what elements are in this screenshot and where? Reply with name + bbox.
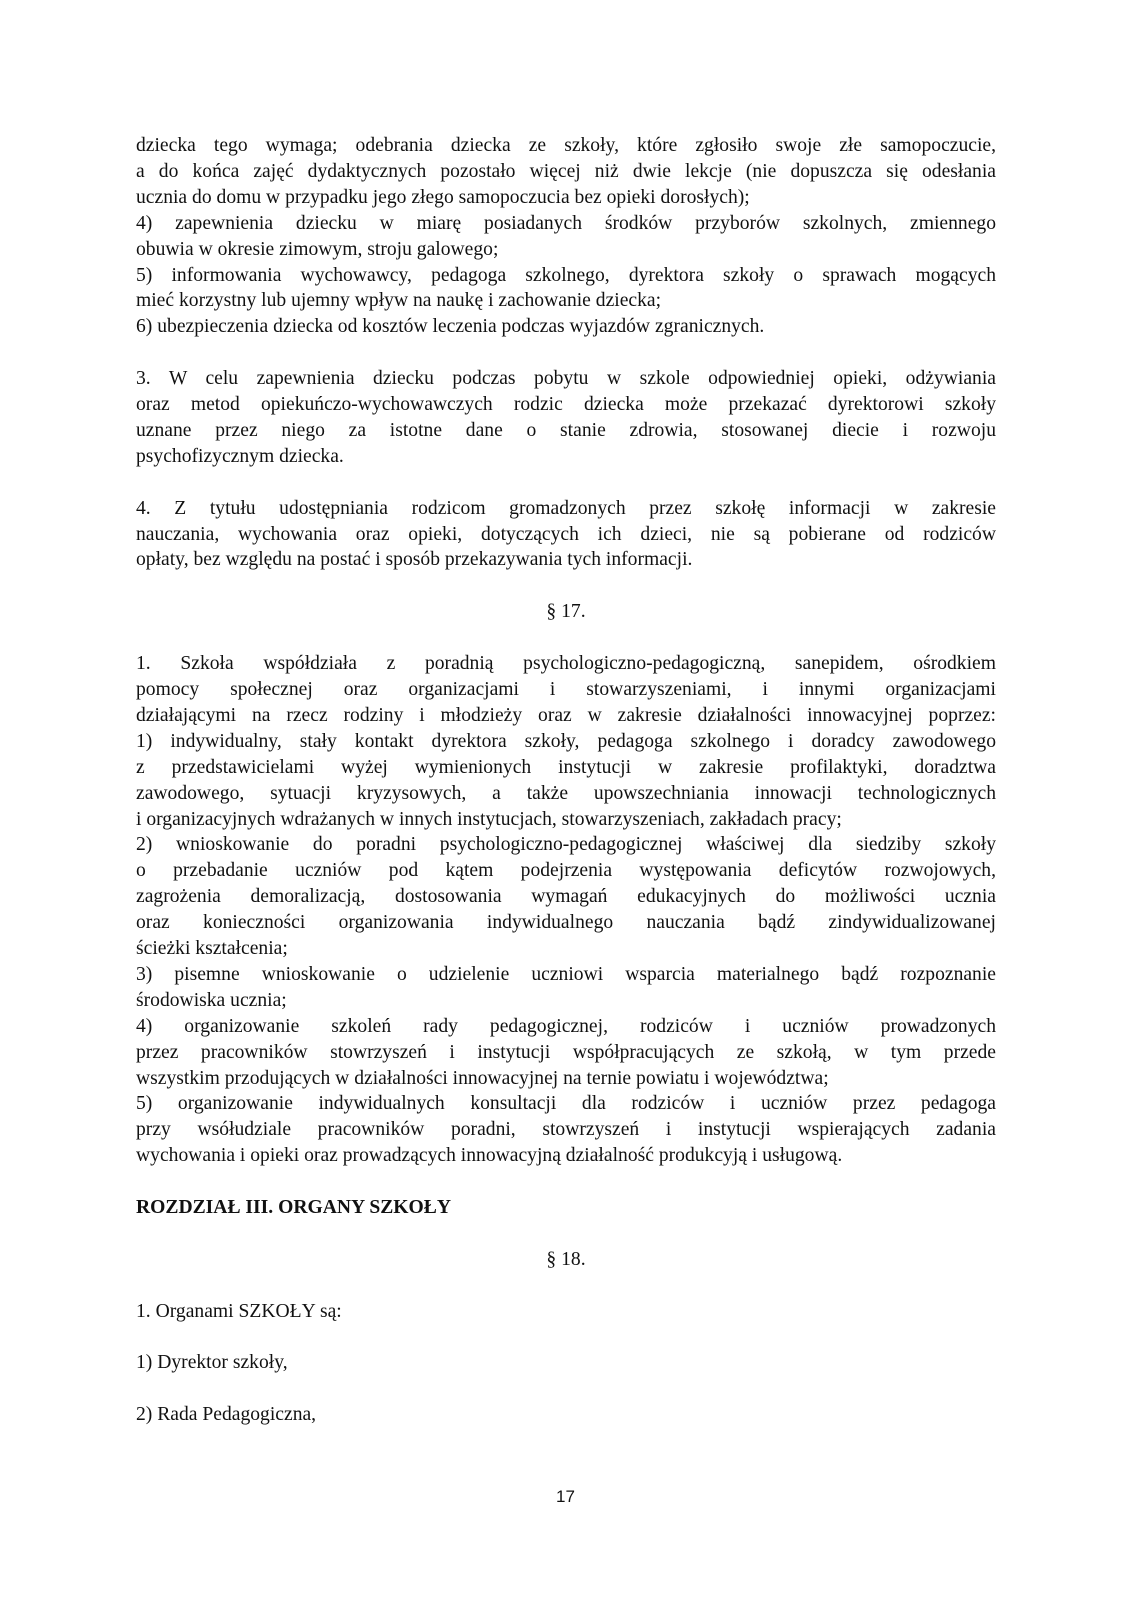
text-line: 4) organizowanie szkoleń rady pedagogicznej, rodziców i uczniów prowadzonych xyxy=(136,1015,996,1037)
paragraph-no-fees xyxy=(136,496,996,574)
text-line: przez pracowników stowrzyszeń i instytucji współpracujących ze szkołą, w tym przede xyxy=(136,1041,996,1063)
text-line: 4) zapewnienia dziecku w miarę posiadanych środków przyborów szkolnych, zmiennego xyxy=(136,212,996,234)
text-line: 6) ubezpieczenia dziecka od kosztów leczenia podczas wyjazdów zgranicznych. xyxy=(136,316,765,338)
text-line: 1. Szkoła współdziała z poradnią psychologiczno-pedagogiczną, sanepidem, ośrodkiem xyxy=(136,653,996,675)
text-line: środowiska ucznia; xyxy=(136,989,287,1011)
text-line: a do końca zajęć dydaktycznych pozostało więcej niż dwie lekcje (nie dopuszcza się odesłania xyxy=(136,160,996,182)
paragraph-spacer xyxy=(136,1169,996,1195)
text-line: ucznia do domu w przypadku jego złego samopoczucia bez opieki dorosłych); xyxy=(136,186,750,208)
text-line: ścieżki kształcenia; xyxy=(136,938,288,960)
text-line: obuwia w okresie zimowym, stroju galowego; xyxy=(136,238,499,260)
text-line: przy wsółudziale pracowników poradni, stowrzyszeń i instytucji wspierających zadania xyxy=(136,1119,996,1141)
text-line: 4. Z tytułu udostępniania rodzicom gromadzonych przez szkołę informacji w zakresie xyxy=(136,497,996,519)
text-line: 3. W celu zapewnienia dziecku podczas pobytu w szkole odpowiedniej opieki, odżywiania xyxy=(136,368,996,390)
section-heading-17: § 17. xyxy=(546,601,586,623)
text-line: wszystkim przodujących w działalności innowacyjnej na ternie powiatu i województwa; xyxy=(136,1067,829,1089)
text-line: i organizacyjnych wdrażanych w innych instytucjach, stowarzyszeniach, zakładach pracy; xyxy=(136,808,842,830)
section-heading-18: § 18. xyxy=(546,1248,586,1270)
text-line: działającymi na rzecz rodziny i młodzieży oraz w zakresie działalności innowacyjnej poprzez: xyxy=(136,704,996,726)
text-line: dziecka tego wymaga; odebrania dziecka ze szkoły, które zgłosiło swoje złe samopoczucie, xyxy=(136,135,996,156)
paragraph-spacer xyxy=(136,470,996,496)
paragraph-spacer xyxy=(136,1325,996,1351)
text-line: psychofizycznym dziecka. xyxy=(136,445,344,467)
text-line: z przedstawicielami wyżej wymienionych instytucji w zakresie profilaktyki, doradztwa xyxy=(136,756,996,778)
paragraph-parent-duties-continued xyxy=(136,133,996,340)
paragraph-health-info xyxy=(136,366,996,470)
text-line: wychowania i opieki oraz prowadzących innowacyjną działalność produkcyją i usługową. xyxy=(136,1145,843,1167)
page-number: 17 xyxy=(556,1487,575,1506)
text-line: 1) indywidualny, stały kontakt dyrektora szkoły, pedagoga szkolnego i doradcy zawodowego xyxy=(136,730,996,752)
paragraph-spacer xyxy=(136,573,996,599)
text-line: nauczania, wychowania oraz opieki, dotyczących ich dzieci, nie są pobierane od rodziców xyxy=(136,523,996,545)
paragraph-spacer xyxy=(136,1376,996,1402)
text-line: 3) pisemne wnioskowanie o udzielenie uczniowi wsparcia materialnego bądź rozpoznanie xyxy=(136,963,996,985)
paragraph-spacer xyxy=(136,340,996,366)
text-line: oraz konieczności organizowania indywidualnego nauczania bądź zindywidualizowanej xyxy=(136,912,996,934)
text-line: opłaty, bez względu na postać i sposób przekazywania tych informacji. xyxy=(136,549,693,571)
organ-list-item: 1) Dyrektor szkoły, xyxy=(136,1352,288,1374)
chapter-heading: ROZDZIAŁ III. ORGANY SZKOŁY xyxy=(136,1197,452,1219)
text-line: uznane przez niego za istotne dane o stanie zdrowia, stosowanej diecie i rozwoju xyxy=(136,419,996,441)
text-line: 2) wnioskowanie do poradni psychologiczno-pedagogicznej właściwej dla siedziby szkoły xyxy=(136,834,996,856)
text-line: pomocy społecznej oraz organizacjami i stowarzyszeniami, i innymi organizacjami xyxy=(136,678,996,700)
text-line: mieć korzystny lub ujemny wpływ na naukę i zachowanie dziecka; xyxy=(136,290,662,312)
text-line: 5) informowania wychowawcy, pedagoga szkolnego, dyrektora szkoły o sprawach mogących xyxy=(136,264,996,286)
paragraph-spacer xyxy=(136,1221,996,1247)
paragraph-cooperation xyxy=(136,651,996,1169)
text-line: 5) organizowanie indywidualnych konsultacji dla rodziców i uczniów przez pedagoga xyxy=(136,1093,996,1115)
text-line: o przebadanie uczniów pod kątem podejrzenia występowania deficytów rozwojowych, xyxy=(136,860,996,882)
text-line: zagrożenia demoralizacją, dostosowania wymagań edukacyjnych do możliwości ucznia xyxy=(136,886,996,908)
text-line: oraz metod opiekuńczo-wychowawczych rodzic dziecka może przekazać dyrektorowi szkoły xyxy=(136,394,996,416)
paragraph-spacer xyxy=(136,625,996,651)
text-line: zawodowego, sytuacji kryzysowych, a także upowszechniania innowacji technologicznych xyxy=(136,782,996,804)
organs-intro: 1. Organami SZKOŁY są: xyxy=(136,1300,342,1322)
paragraph-spacer xyxy=(136,1273,996,1299)
organ-list-item: 2) Rada Pedagogiczna, xyxy=(136,1404,317,1426)
page-content xyxy=(136,133,996,1428)
